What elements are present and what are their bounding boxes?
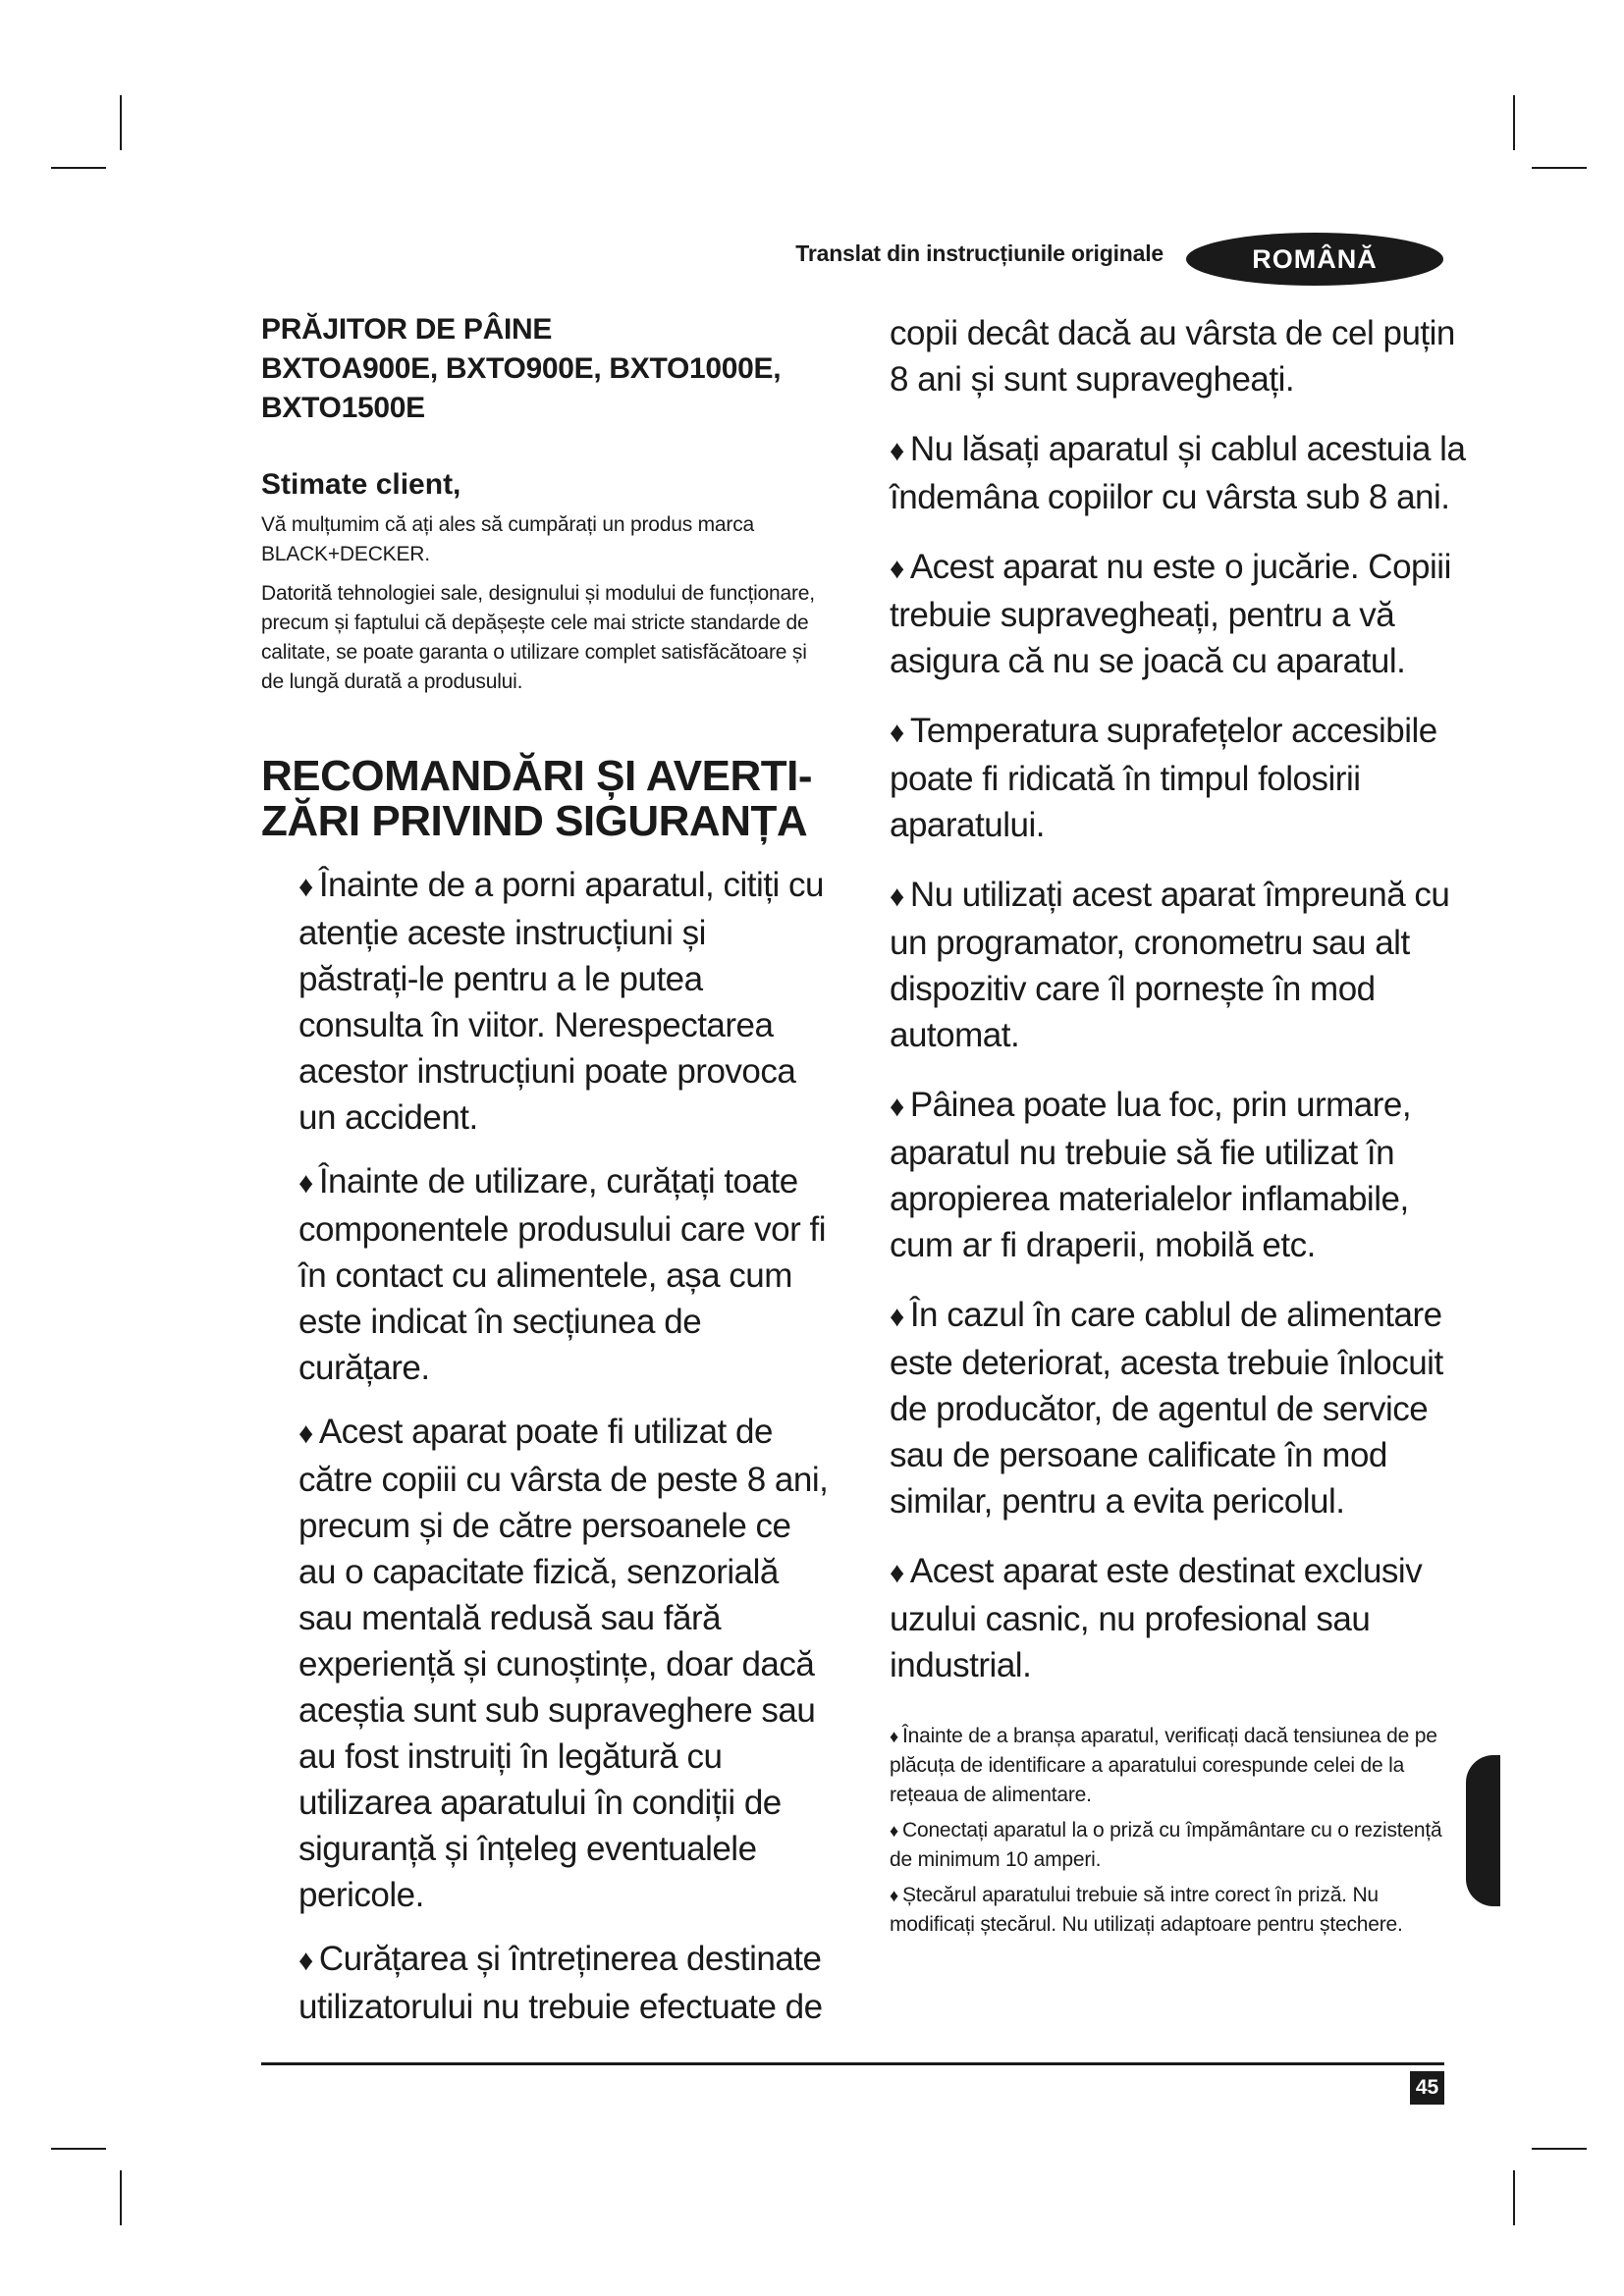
list-item-text: Înainte de a porni aparatul, citiți cu atenție aceste instrucțiuni și păstrați-le pentru a le putea consulta în viitor. Nerespectarea acestor instrucțiuni poate provoca un accident. xyxy=(298,866,824,1137)
diamond-bullet-icon: ♦ xyxy=(890,881,904,913)
list-item xyxy=(890,1548,1469,1688)
list-item xyxy=(890,1816,1469,1875)
list-item xyxy=(890,544,1469,684)
list-item-text: Înainte de a branșa aparatul, verificați dacă tensiunea de pe plăcuța de identificare a aparatului corespunde celei de la rețeaua de alimentare. xyxy=(890,1725,1437,1806)
list-item xyxy=(890,708,1469,848)
list-item-text: Acest aparat este destinat exclusiv uzului casnic, nu profesional sau industrial. xyxy=(890,1552,1423,1684)
right-column xyxy=(890,310,1469,1946)
crop-mark xyxy=(1513,95,1515,150)
intro-paragraph: Vă mulțumim că ați ales să cumpărați un produs marca BLACK+DECKER. xyxy=(261,513,754,565)
safety-section-title xyxy=(261,754,831,844)
safety-title-line: ZĂRI PRIVIND SIGURANȚA xyxy=(261,797,808,845)
diamond-bullet-icon: ♦ xyxy=(890,1557,904,1589)
intro-paragraph: Datorită tehnologiei sale, designului și modului de funcționare, precum și faptului că depășește cele mai stricte standarde de calitate, se poate garanta o utilizare complet satisfăcătoare și de lungă durată a produsului. xyxy=(261,582,815,693)
diamond-bullet-icon: ♦ xyxy=(890,717,904,749)
diamond-bullet-icon: ♦ xyxy=(890,1886,898,1905)
list-item-text: Conectați aparatul la o priză cu împământare cu o rezistență de minimum 10 amperi. xyxy=(890,1819,1442,1871)
list-item xyxy=(298,862,831,1141)
page-number: 45 xyxy=(1410,2071,1444,2105)
footer-rule xyxy=(261,2062,1444,2065)
continued-text: copii decât dacă au vârsta de cel puțin 8 ani și sunt supravegheați. xyxy=(890,314,1455,399)
diamond-bullet-icon: ♦ xyxy=(890,435,904,467)
diamond-bullet-icon: ♦ xyxy=(890,1301,904,1333)
greeting: Stimate client, xyxy=(261,468,461,501)
safety-list-left xyxy=(261,862,831,2030)
product-title-line: PRĂJITOR DE PÂINE xyxy=(261,313,553,346)
crop-mark xyxy=(120,2170,122,2225)
safety-list-right xyxy=(890,426,1469,1688)
safety-title-line: RECOMANDĂRI ȘI AVERTI- xyxy=(261,752,812,800)
list-item xyxy=(890,1082,1469,1268)
list-item xyxy=(298,1409,831,1918)
crop-mark xyxy=(51,2148,106,2150)
diamond-bullet-icon: ♦ xyxy=(298,1417,313,1450)
list-item-text: Pâinea poate lua foc, prin urmare, aparatul nu trebuie să fie utilizat în apropierea materialelor inflamabile, cum ar fi draperii, mobilă etc. xyxy=(890,1086,1412,1264)
list-item xyxy=(890,872,1469,1058)
list-item-text: Temperatura suprafețelor accesibile poate fi ridicată în timpul folosirii aparatului. xyxy=(890,712,1437,844)
list-item-text: Nu utilizați acest aparat împreună cu un programator, cronometru sau alt dispozitiv care îl pornește în mod automat. xyxy=(890,876,1450,1054)
language-badge: ROMÂNĂ xyxy=(1186,233,1443,286)
diamond-bullet-icon: ♦ xyxy=(298,1945,313,1977)
crop-mark xyxy=(1532,2148,1587,2150)
crop-mark xyxy=(120,95,122,150)
crop-mark xyxy=(51,167,106,169)
list-item xyxy=(298,1158,831,1391)
diamond-bullet-icon: ♦ xyxy=(890,1091,904,1123)
list-item xyxy=(890,426,1469,520)
left-column xyxy=(261,310,831,2048)
list-item-text: Înainte de utilizare, curățați toate componentele produsului care vor fi în contact cu alimentele, așa cum este indicat în secțiunea de curățare. xyxy=(298,1162,826,1387)
product-title-line: BXTOA900E, BXTO900E, BXTO1000E, xyxy=(261,352,782,385)
list-item xyxy=(298,1936,831,2030)
diamond-bullet-icon: ♦ xyxy=(298,871,313,903)
list-item-text: Ștecărul aparatului trebuie să intre corect în priză. Nu modificați ștecărul. Nu utilizați adaptoare pentru ștechere. xyxy=(890,1884,1403,1936)
crop-mark xyxy=(1513,2170,1515,2225)
language-side-tab xyxy=(1466,1755,1500,1906)
product-title xyxy=(261,310,831,428)
diamond-bullet-icon: ♦ xyxy=(890,553,904,585)
list-item xyxy=(890,1881,1469,1940)
diamond-bullet-icon: ♦ xyxy=(890,1821,898,1841)
diamond-bullet-icon: ♦ xyxy=(890,1727,898,1746)
list-item xyxy=(890,1722,1469,1810)
electrical-safety-list xyxy=(890,1722,1469,1940)
crop-mark xyxy=(1532,167,1587,169)
list-item-text: Acest aparat nu este o jucărie. Copiii trebuie supravegheați, pentru a vă asigura că nu se joacă cu aparatul. xyxy=(890,548,1451,680)
product-title-line: BXTO1500E xyxy=(261,392,425,424)
list-item xyxy=(890,1292,1469,1524)
list-item-text: Curățarea și întreținerea destinate utilizatorului nu trebuie efectuate de xyxy=(298,1940,823,2026)
diamond-bullet-icon: ♦ xyxy=(298,1167,313,1200)
translation-note: Translat din instrucțiunile originale xyxy=(795,240,1164,266)
list-item-text: Acest aparat poate fi utilizat de către copiii cu vârsta de peste 8 ani, precum și de către persoanele ce au o capacitate fizică, senzorială sau mentală redusă sau fără experiență și cunoștințe, doar dacă aceștia sunt sub supraveghere sau au fost instruiți în legătură cu utilizarea aparatului în condiții de siguranță și înțeleg eventualele pericole. xyxy=(298,1413,829,1914)
list-item-text: Nu lăsați aparatul și cablul acestuia la îndemâna copiilor cu vârsta sub 8 ani. xyxy=(890,430,1466,516)
list-item-text: În cazul în care cablul de alimentare este deteriorat, acesta trebuie înlocuit de producător, de agentul de service sau de persoane calificate în mod similar, pentru a evita pericolul. xyxy=(890,1296,1443,1521)
